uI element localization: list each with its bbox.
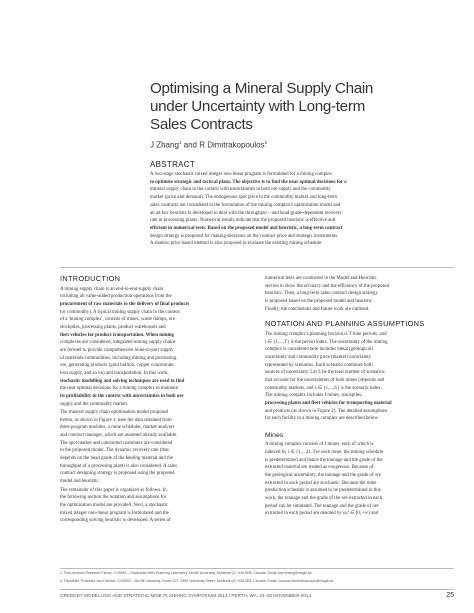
author-1-mark: 1 bbox=[178, 140, 182, 145]
abstract-line: to optimise strategic and tactical plans. The objective is to find the near optimal decisions for a bbox=[150, 179, 347, 185]
text-line: ore, generating products (gold bullion, copper concentrate, bbox=[60, 363, 175, 369]
abstract-body bbox=[150, 171, 452, 248]
text-line: procurement of raw materials to the delivery of final products bbox=[60, 301, 190, 307]
mines-paragraph bbox=[265, 441, 453, 518]
page-number: 25 bbox=[446, 592, 454, 599]
text-line: mixed integer non-linear program is formulated and the bbox=[60, 510, 169, 516]
text-line: is predetermined and hence the tonnage and the grade of the bbox=[265, 457, 383, 463]
author-1: J Zhang bbox=[150, 140, 179, 150]
text-line: section to show the accuracy and the efficiency of the proposed bbox=[265, 283, 390, 289]
section-divider bbox=[60, 267, 454, 268]
abstract-line: efficient in numerical tests. Based on the proposed model and heuristic, a long-term contract bbox=[150, 225, 343, 231]
right-column bbox=[265, 275, 453, 519]
abstract-heading: ABSTRACT bbox=[150, 160, 196, 169]
footer-divider bbox=[60, 589, 454, 590]
footnote-2: 2. FAusIMM, Professor and Director, COSMO – McGill University, Room 107, 3450 University Street, Montreal QC H3A 0E8, Canada. Email: roussos.dimitrakopoulos@mcgill.ca bbox=[60, 579, 334, 583]
text-line: the optimisation model are provided. Next, a stochastic bbox=[60, 503, 168, 509]
text-line: extracted in each period are stochastic. Because the mine bbox=[265, 480, 377, 486]
title-line: Optimising a Mineral Supply Chain bbox=[150, 80, 374, 97]
text-line: including all value-added production operations from the bbox=[60, 294, 172, 300]
text-line: A mining supply chain is an end-to-end supply chain bbox=[60, 286, 164, 292]
footnote-divider bbox=[60, 568, 454, 569]
text-line: processing plants and fleet vehicles for transporting material bbox=[265, 400, 392, 406]
text-line: in the proposed model. The dynamic recovery rate (that bbox=[60, 448, 169, 454]
text-line: depends on the head grade of the feeding material and the bbox=[60, 456, 173, 462]
left-column bbox=[60, 275, 248, 526]
footer-text: OREBODY MODELLING AND STRATEGIC MINE PLANNING SYMPOSIUM 2014 / PERTH, WA, 24–26 NOVEMBER 2014 bbox=[60, 593, 312, 598]
text-line: iron supply, and so on) and transportation. In this work, bbox=[60, 370, 169, 376]
abstract-line: A two-stage stochastic mixed integer non-linear program is formulated for a mining complex bbox=[150, 172, 332, 177]
text-line: extracted in each period are denoted by αᵢₜˢ ∈ [0, +∞) and bbox=[265, 511, 379, 517]
text-line: corresponding solving heuristic is developed. A series of bbox=[60, 518, 171, 524]
text-line: are formed to provide comprehensive mine-to-port supply bbox=[60, 347, 174, 353]
text-line: for each facility in a mining complex are described below. bbox=[265, 416, 379, 422]
text-line: work, the tonnage and the grade of the ore extracted in each bbox=[265, 496, 383, 502]
text-line: commodity markets, and s ∈ {1,...,S} is the scenario index. bbox=[265, 385, 382, 391]
text-line: supply and the commodity market. bbox=[60, 401, 129, 407]
text-line: The mining complex's planning horizon is T time periods, and bbox=[265, 331, 387, 337]
abstract-line: an ad hoc heuristic is developed to deal with the throughput – and head-grade-dependent recovery bbox=[150, 210, 342, 216]
author-2-mark: 2 bbox=[264, 140, 268, 145]
text-line: that account for the uncertainties of both mines (deposits and bbox=[265, 377, 385, 383]
intro-paragraph-1 bbox=[60, 286, 248, 409]
text-line: stochastic modelling and solving techniques are used to find bbox=[60, 378, 185, 384]
text-line: complexes are considered, integrated mining supply chains bbox=[60, 340, 176, 346]
text-line: three program modules, a mine scheduler, market analyser bbox=[60, 425, 175, 431]
intro-paragraph-2 bbox=[60, 409, 248, 486]
mines-heading: Mines bbox=[265, 431, 284, 439]
text-line: (or commodity). A typical mining supply chain in the context bbox=[60, 309, 180, 315]
text-line: of materials/commodities, including mining and processing bbox=[60, 355, 177, 361]
text-line: and contract manager, which are assumed already available. bbox=[60, 433, 178, 439]
text-line: The mineral supply chain optimisation model proposed bbox=[60, 410, 169, 416]
text-line: the following section the notation and assumptions for bbox=[60, 495, 167, 501]
text-line: and products (as shown in Figure 2). The detailed assumptions bbox=[265, 408, 388, 414]
text-line: throughput of a processing plant) is also considered. A sales bbox=[60, 463, 178, 469]
notation-paragraph bbox=[265, 331, 453, 423]
text-line: A mining complex consists of I mines, each of which is bbox=[265, 442, 374, 448]
text-line: herein, as shown in Figure 1, uses the data obtained from bbox=[60, 417, 172, 423]
text-line: period can be simulated. The tonnage and the grade of ore bbox=[265, 503, 379, 509]
abstract-line: mineral supply chain in the context with uncertainties in both ore supply and the commodity bbox=[150, 187, 331, 193]
text-line: its profitability in the context with uncertainties in both ore bbox=[60, 393, 184, 399]
text-line: indexed by i ∈ {1,...,I}. For each mine, the mining schedule bbox=[265, 450, 384, 456]
text-line: the near optimal decisions for a mining complex to maintain bbox=[60, 386, 179, 392]
text-line: The remainder of this paper is organised as follows. In bbox=[60, 487, 167, 493]
text-line: contract designing strategy is proposed using the proposed bbox=[60, 471, 175, 477]
abstract-line: rate in processing plants. Numerical results indicate that the proposed heuristic is effective and bbox=[150, 218, 336, 224]
text-line: of a 'mining complex', consists of mines, waste dumps, ore bbox=[60, 317, 176, 323]
title-line: Sales Contracts bbox=[150, 116, 253, 133]
notation-heading: NOTATION AND PLANNING ASSUMPTIONS bbox=[265, 319, 425, 329]
text-line: Finally, the conclusions and future work are outlined. bbox=[265, 306, 370, 312]
text-line: complex is considered here includes metal (geological) bbox=[265, 347, 373, 353]
intro-paragraph-3 bbox=[60, 487, 248, 525]
abstract-line: sales contracts are considered in the formulation of the mining complex's optimisation model and bbox=[150, 202, 341, 208]
text-line: the geological uncertainty, the tonnage and the grade of ore bbox=[265, 473, 381, 479]
text-line: fleet vehicles for product transportation. When mining bbox=[60, 332, 174, 338]
introduction-heading: INTRODUCTION bbox=[60, 274, 121, 283]
text-line: represented by scenarios. Each scenario combines both bbox=[265, 362, 373, 368]
footnote-1: 1. Post-doctoral Research Fellow, COSMO – Stochastic Mine Planning Laboratory, McGill University, Montreal QC H3A 0E8, Canada. Email: jian.zhang@mcgill.ca bbox=[60, 571, 312, 575]
author-2: and R Dimitrakopoulos bbox=[181, 140, 265, 150]
text-line: model and heuristic. bbox=[60, 479, 100, 485]
intro-continued bbox=[265, 275, 453, 313]
text-line: extracted material are treated as exogenous. Because of bbox=[265, 465, 374, 471]
text-line: is proposed based on the proposed model and heuristic. bbox=[265, 298, 374, 304]
authors-line bbox=[150, 140, 267, 150]
page-footer bbox=[60, 593, 454, 598]
title-line: under Uncertainty with Long-term bbox=[150, 98, 365, 115]
paper-title bbox=[150, 80, 450, 134]
abstract-line: design strategy is proposed for making decisions on the contract price and strategic investments. bbox=[150, 233, 339, 239]
abstract-line: A shadow price based method is also proposed to evaluate the existing mining schedule. bbox=[150, 241, 323, 247]
text-line: production schedule is assumed to be predetermined in this bbox=[265, 488, 381, 494]
text-line: numerical tests are conducted in the Model and Heuristic bbox=[265, 276, 377, 281]
text-line: stockpiles, processing plants, product warehouses and bbox=[60, 324, 166, 330]
text-line: heuristic. Then, a long-term sales contract design strategy bbox=[265, 291, 378, 297]
text-line: The spot market and contracted customers are considered bbox=[60, 440, 173, 446]
abstract-line: market (price and demand). The endogenous spot price in the commodity market and long-term bbox=[150, 195, 338, 201]
text-line: sources of uncertainty. Let S be the total number of scenarios bbox=[265, 370, 385, 376]
text-line: The mining complex includes I mines, stockpiles, bbox=[265, 393, 363, 399]
text-line: uncertainty and commodity price (market) uncertainty bbox=[265, 354, 372, 360]
text-line: t ∈ {1,...,T} is the period index. The uncertainty of the mining bbox=[265, 339, 388, 345]
